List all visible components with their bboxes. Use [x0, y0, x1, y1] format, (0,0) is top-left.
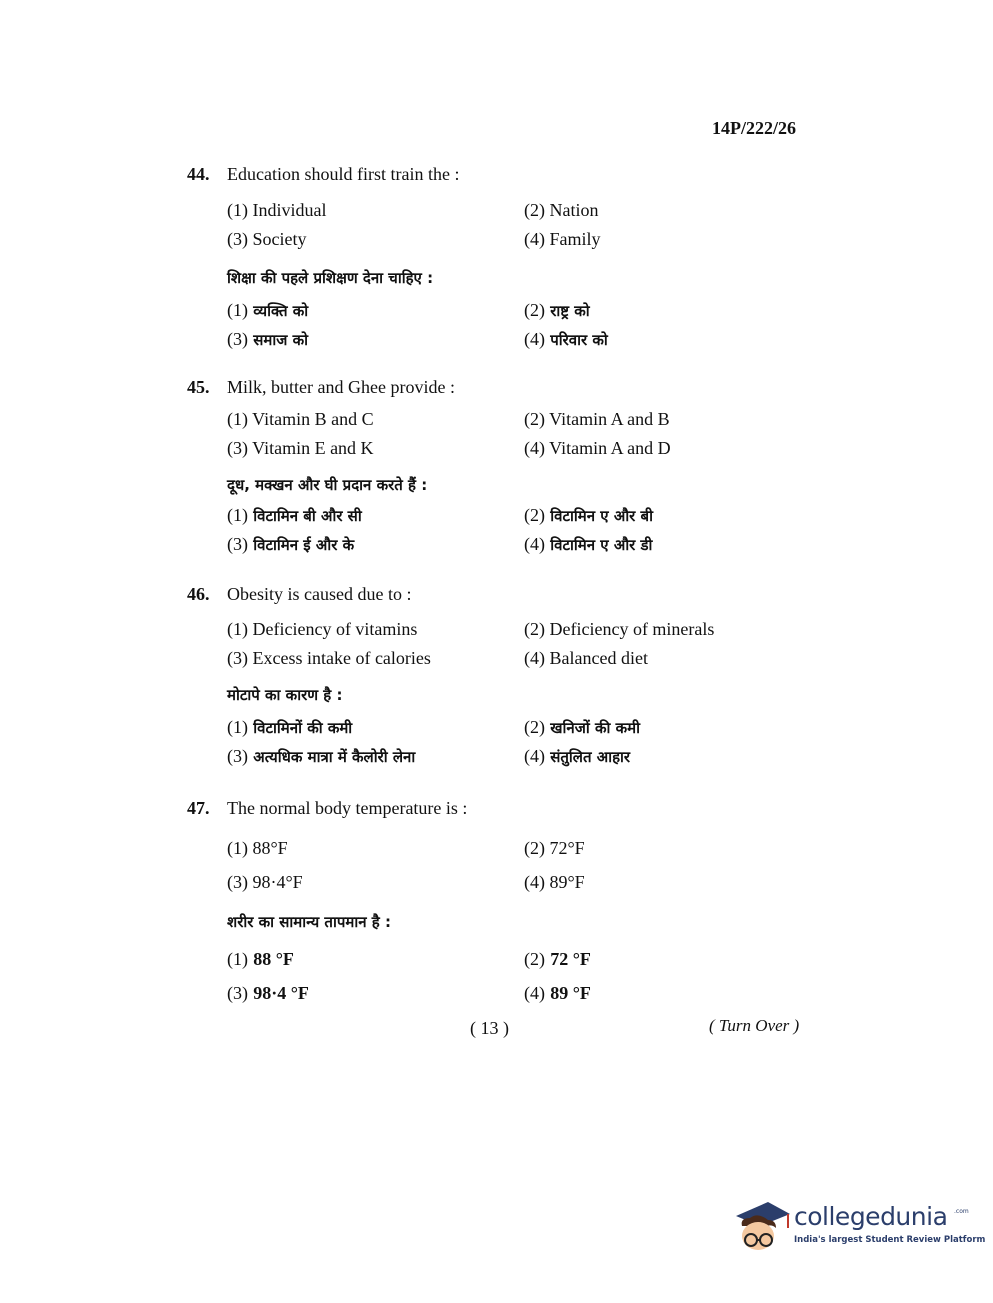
- question-47: [187, 795, 827, 1010]
- question-stem: The normal body temperature is :: [227, 798, 468, 818]
- brand-name: collegedunia: [794, 1202, 948, 1231]
- option-1-hi: (1) विटामिनों की कमी: [227, 717, 353, 737]
- question-stem: Obesity is caused due to :: [227, 584, 412, 604]
- option-4-en: (4) Balanced diet: [524, 648, 648, 668]
- option-3-hi: (3) समाज को: [227, 329, 308, 349]
- option-1-en: (1) Vitamin B and C: [227, 409, 374, 429]
- brand-tagline: India's largest Student Review Platform: [794, 1235, 986, 1245]
- option-2-en: (2) Nation: [524, 200, 599, 220]
- question-stem: Milk, butter and Ghee provide :: [227, 377, 455, 397]
- question-text-en: [187, 795, 827, 821]
- options-en: [227, 196, 827, 254]
- brand-domain: .com: [954, 1208, 969, 1215]
- question-number: 44.: [187, 164, 210, 184]
- turn-over-note: ( Turn Over ): [709, 1016, 800, 1035]
- options-en: [227, 615, 827, 673]
- options-hi: [227, 942, 827, 1010]
- option-4-hi: (4) संतुलित आहार: [524, 746, 631, 766]
- question-44: [187, 161, 827, 354]
- option-1-en: (1) 88°F: [227, 838, 288, 858]
- option-2-hi: (2) विटामिन ए और बी: [524, 505, 653, 525]
- option-3-en: (3) Vitamin E and K: [227, 438, 374, 458]
- option-2-en: (2) Vitamin A and B: [524, 409, 670, 429]
- question-number: 47.: [187, 798, 210, 818]
- option-4-en: (4) Vitamin A and D: [524, 438, 671, 458]
- student-mascot-icon: [732, 1196, 792, 1258]
- question-text-hi: शिक्षा की पहले प्रशिक्षण देना चाहिए :: [227, 269, 434, 287]
- option-2-hi: (2) खनिजों की कमी: [524, 717, 640, 737]
- question-45: [187, 374, 827, 559]
- option-2-hi: (2) राष्ट्र को: [524, 300, 590, 320]
- question-text-en: [187, 581, 827, 607]
- options-hi: [227, 296, 827, 354]
- question-text-hi: शरीर का सामान्य तापमान है :: [227, 913, 391, 931]
- option-1-en: (1) Deficiency of vitamins: [227, 619, 418, 639]
- options-hi: [227, 713, 827, 771]
- question-text-en: [187, 161, 827, 187]
- paper-code: 14P/222/26: [712, 118, 796, 138]
- option-4-en: (4) 89°F: [524, 872, 585, 892]
- option-3-en: (3) 98·4°F: [227, 872, 303, 892]
- option-3-hi: (3) अत्यधिक मात्रा में कैलोरी लेना: [227, 746, 416, 766]
- option-1-hi: (1) 88 °F: [227, 949, 294, 969]
- option-2-hi: (2) 72 °F: [524, 949, 591, 969]
- page-number: ( 13 ): [470, 1018, 509, 1038]
- question-number: 46.: [187, 584, 210, 604]
- question-text-hi: दूध, मक्खन और घी प्रदान करते हैं :: [227, 476, 428, 494]
- option-4-en: (4) Family: [524, 229, 601, 249]
- question-number: 45.: [187, 377, 210, 397]
- options-en: [227, 405, 827, 463]
- option-2-en: (2) 72°F: [524, 838, 585, 858]
- question-46: [187, 581, 827, 771]
- question-stem: Education should first train the :: [227, 164, 460, 184]
- option-1-hi: (1) व्यक्ति को: [227, 300, 309, 320]
- option-2-en: (2) Deficiency of minerals: [524, 619, 715, 639]
- option-3-hi: (3) 98·4 °F: [227, 983, 309, 1003]
- option-3-en: (3) Excess intake of calories: [227, 648, 431, 668]
- options-hi: [227, 501, 827, 559]
- question-text-hi: मोटापे का कारण है :: [227, 686, 343, 704]
- options-en: [227, 831, 827, 899]
- option-4-hi: (4) 89 °F: [524, 983, 591, 1003]
- option-1-en: (1) Individual: [227, 200, 327, 220]
- question-text-en: [187, 374, 827, 400]
- option-3-hi: (3) विटामिन ई और के: [227, 534, 355, 554]
- option-4-hi: (4) परिवार को: [524, 329, 608, 349]
- option-3-en: (3) Society: [227, 229, 307, 249]
- option-1-hi: (1) विटामिन बी और सी: [227, 505, 362, 525]
- collegedunia-watermark[interactable]: [732, 1196, 986, 1260]
- option-4-hi: (4) विटामिन ए और डी: [524, 534, 653, 554]
